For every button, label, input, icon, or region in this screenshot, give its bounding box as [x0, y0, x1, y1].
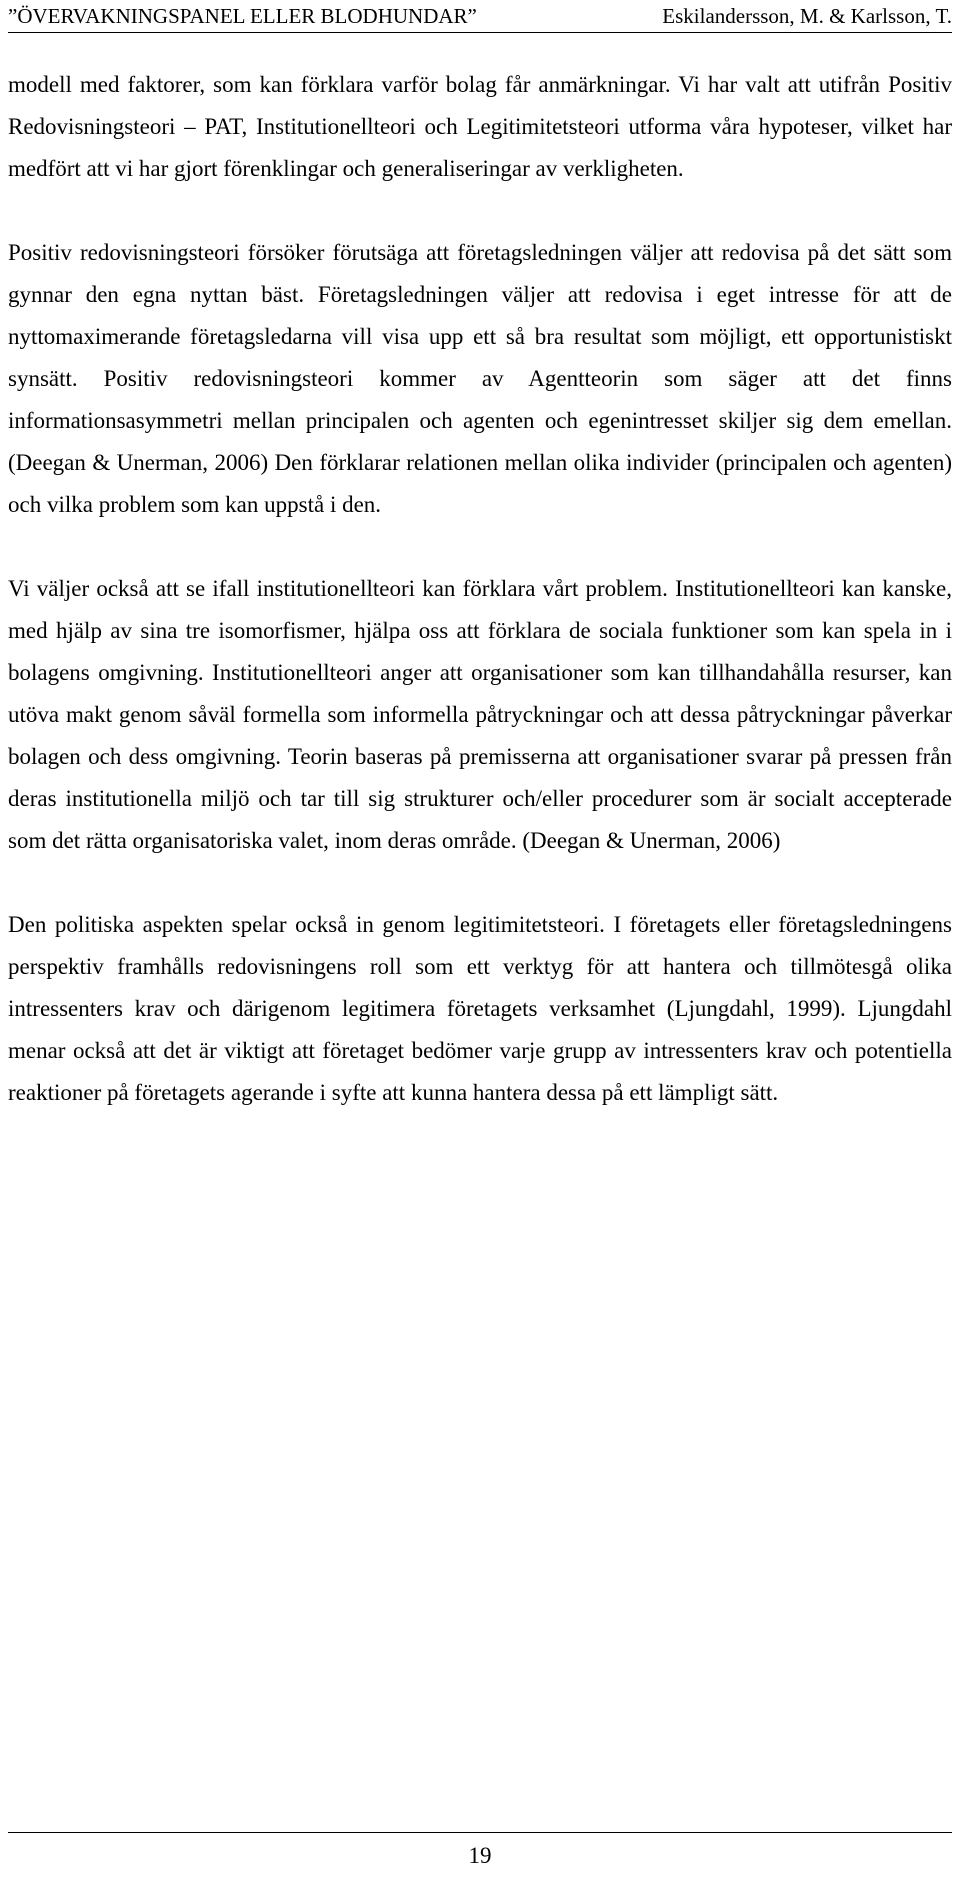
- header-divider: [8, 32, 952, 33]
- footer-divider: [8, 1832, 952, 1833]
- paragraph-3: Vi väljer också att se ifall institutionellteori kan förklara vårt problem. Institutionellteori kan kanske, med hjälp av sina tre isomorfismer, hjälpa oss att förklara de sociala funktioner som kan spela in i bolagens omgivning. Institutionellteori anger att organisationer som kan tillhandahålla resurser, kan utöva makt genom såväl formella som informella påtryckningar och att dessa påtryckningar påverkar bolagen och dess omgivning. Teorin baseras på premisserna att organisationer svarar på pressen från deras institutionella miljö och tar till sig strukturer och/eller procedurer som är socialt accepterade som det rätta organisatoriska valet, inom deras område. (Deegan & Unerman, 2006): [8, 576, 952, 853]
- header-authors: Eskilandersson, M. & Karlsson, T.: [662, 4, 952, 28]
- page-number: 19: [468, 1843, 492, 1868]
- page-header: [8, 2, 952, 34]
- header-title: ”ÖVERVAKNINGSPANEL ELLER BLODHUNDAR”: [8, 4, 477, 28]
- paragraph-2: Positiv redovisningsteori försöker förutsäga att företagsledningen väljer att redovisa på det sätt som gynnar den egna nyttan bäst. Företagsledningen väljer att redovisa i eget intresse för att de nyttomaximerande företagsledarna vill visa upp ett så bra resultat som möjligt, ett opportunistiskt synsätt. Positiv redovisningsteori kommer av Agentteorin som säger att det finns informationsasymmetri mellan principalen och agenten och egenintresset skiljer sig dem emellan. (Deegan & Unerman, 2006) Den förklarar relationen mellan olika individer (principalen och agenten) och vilka problem som kan uppstå i den.: [8, 240, 952, 517]
- paragraph-4: Den politiska aspekten spelar också in genom legitimitetsteori. I företagets eller företagsledningens perspektiv framhålls redovisningens roll som ett verktyg för att hantera och tillmötesgå olika intressenters krav och därigenom legitimera företagets verksamhet (Ljungdahl, 1999). Ljungdahl menar också att det är viktigt att företaget bedömer varje grupp av intressenters krav och potentiella reaktioner på företagets agerande i syfte att kunna hantera dessa på ett lämpligt sätt.: [8, 912, 952, 1105]
- paragraph-1: modell med faktorer, som kan förklara varför bolag får anmärkningar. Vi har valt att utifrån Positiv Redovisningsteori – PAT, Institutionellteori och Legitimitetsteori utforma våra hypoteser, vilket har medfört att vi har gjort förenklingar och generaliseringar av verkligheten.: [8, 72, 952, 181]
- document-body: [8, 64, 952, 1114]
